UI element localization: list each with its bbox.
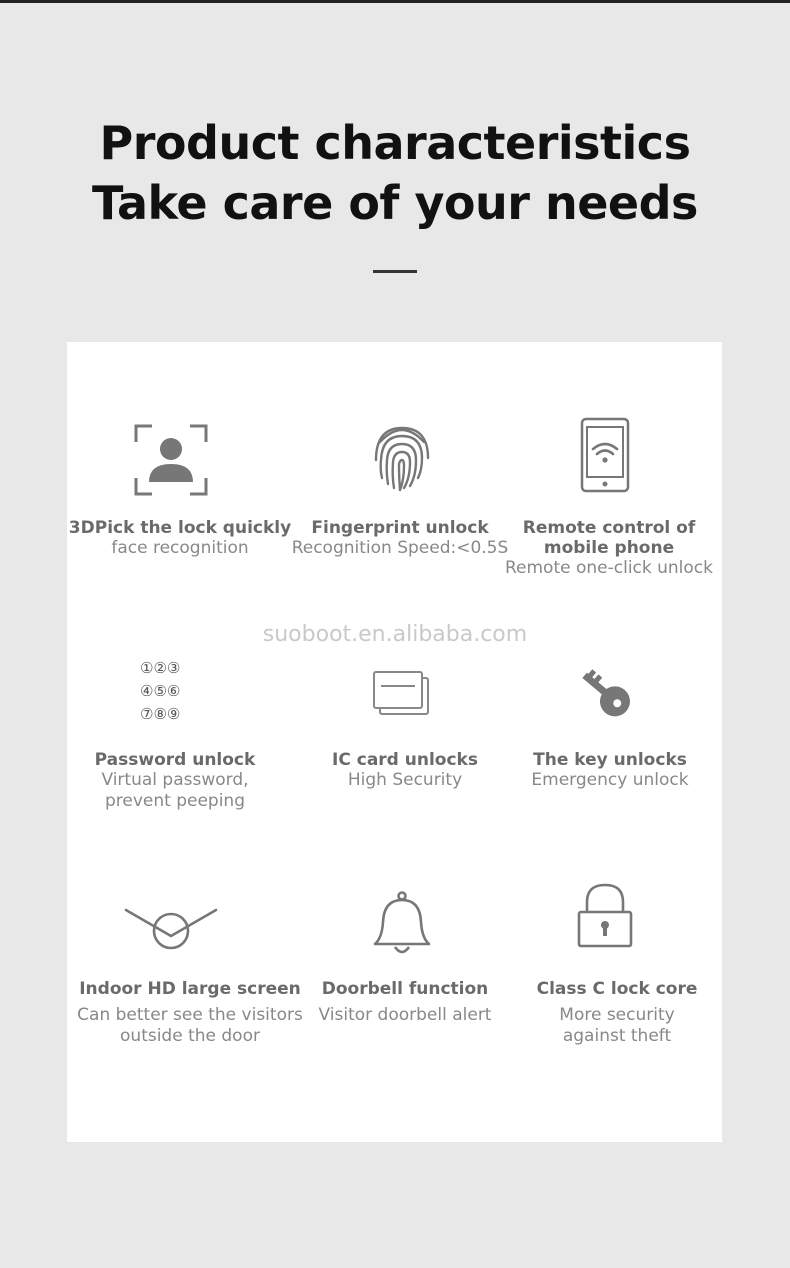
feature-subtitle: High Security — [347, 770, 463, 790]
feature-key — [495, 750, 725, 791]
feature-subtitle-line2: outside the door — [120, 1026, 260, 1046]
feature-title: The key unlocks — [533, 750, 687, 770]
doorbell-icon — [372, 890, 432, 960]
page-title-line1: Product characteristics — [99, 116, 691, 170]
feature-title: Password unlock — [94, 750, 256, 770]
mobile-phone-icon — [580, 417, 630, 493]
feature-title-line2: mobile phone — [543, 538, 675, 558]
feature-subtitle: Virtual password, — [101, 770, 249, 790]
ic-card-icon — [372, 670, 430, 718]
fingerprint-icon — [372, 420, 432, 492]
feature-indoor-screen — [70, 979, 310, 1047]
feature-subtitle: face recognition — [111, 538, 249, 558]
face-recognition-icon — [134, 424, 208, 496]
feature-password — [60, 750, 290, 812]
feature-subtitle-line2: against theft — [562, 1026, 672, 1046]
feature-title: Doorbell function — [321, 979, 489, 999]
feature-subtitle: More security — [559, 1005, 675, 1025]
feature-subtitle-line2: prevent peeping — [104, 791, 246, 811]
feature-mobile-control — [492, 518, 726, 579]
feature-ic-card — [290, 750, 520, 791]
feature-title: Remote control of — [522, 518, 696, 538]
feature-title: Fingerprint unlock — [311, 518, 489, 538]
indoor-screen-icon — [124, 898, 218, 952]
feature-title: IC card unlocks — [332, 750, 478, 770]
feature-subtitle: Remote one-click unlock — [504, 558, 714, 578]
keypad-icon — [140, 660, 210, 729]
feature-fingerprint — [280, 518, 520, 559]
keypad-row: ⑦⑧⑨ — [140, 705, 181, 723]
feature-doorbell — [290, 979, 520, 1026]
watermark: suoboot.en.alibaba.com — [262, 622, 528, 647]
feature-subtitle: Recognition Speed:<0.5S — [291, 538, 509, 558]
feature-subtitle: Visitor doorbell alert — [318, 1005, 492, 1025]
feature-title: Indoor HD large screen — [79, 979, 301, 999]
feature-title: 3DPick the lock quickly — [68, 518, 292, 538]
key-icon — [574, 662, 636, 724]
page-title-line2: Take care of your needs — [92, 176, 698, 230]
feature-subtitle: Emergency unlock — [531, 770, 689, 790]
feature-subtitle: Can better see the visitors — [77, 1005, 303, 1025]
feature-face-recognition — [60, 518, 300, 559]
keypad-row: ④⑤⑥ — [140, 682, 181, 700]
title-divider — [373, 270, 417, 273]
padlock-icon — [576, 882, 634, 950]
top-border — [0, 0, 790, 3]
keypad-row: ①②③ — [140, 659, 181, 677]
feature-lock-core — [502, 979, 732, 1047]
feature-title: Class C lock core — [536, 979, 698, 999]
